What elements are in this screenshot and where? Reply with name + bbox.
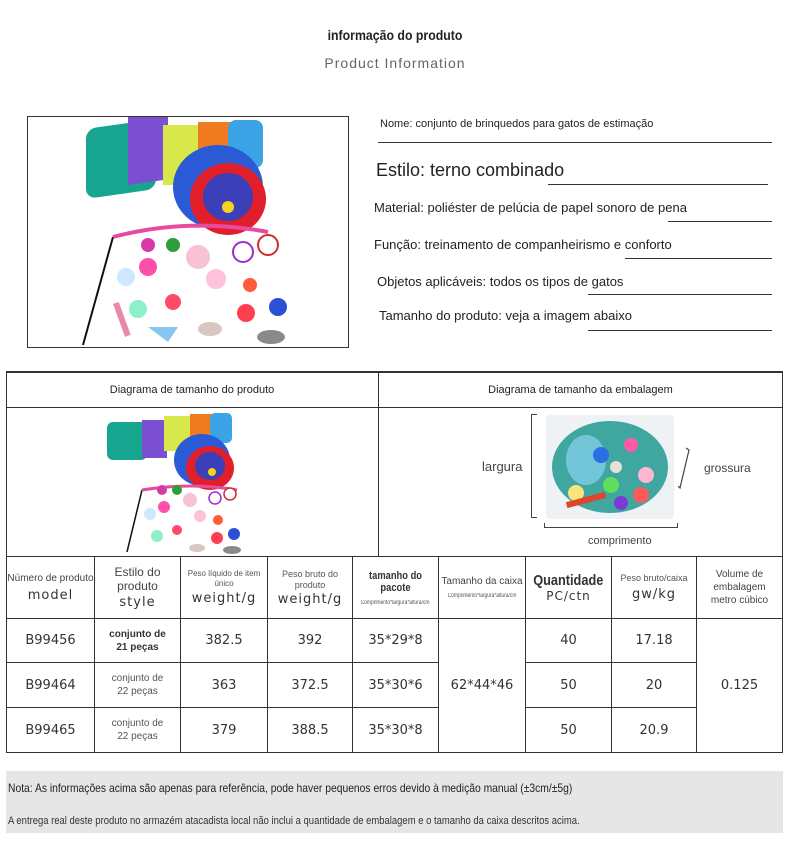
row-1-pack: 35*29*8	[368, 633, 423, 648]
package-image	[546, 415, 674, 519]
product-diagram-image	[101, 409, 261, 555]
info-material: Material: poliéster de pelúcia de papel sonoro de pena	[374, 200, 687, 215]
thickness-bracket	[678, 446, 690, 491]
info-applicable: Objetos aplicáveis: todos os tipos de gatos	[377, 274, 624, 289]
header-gw-en: gw/kg	[631, 587, 677, 602]
header-model-en: model	[27, 587, 74, 603]
border	[782, 371, 783, 753]
info-size: Tamanho do produto: veja a imagem abaixo	[379, 308, 632, 323]
border	[6, 752, 783, 753]
row-3-style: conjunto de 22 peças	[111, 718, 164, 742]
row-2-pack: 35*30*6	[368, 677, 423, 693]
header-net-pt: Peso líquido de item único	[187, 569, 261, 588]
width-label: largura	[482, 459, 523, 474]
row-2-net: 363	[211, 677, 237, 693]
header-gross-en: weight/g	[277, 591, 343, 607]
row-3-net: 379	[211, 722, 237, 738]
row-1-net: 382.5	[205, 633, 243, 648]
border	[6, 407, 783, 408]
page-subtitle: Product Information	[324, 55, 466, 71]
divider	[378, 142, 772, 143]
row-1-style: conjunto de 21 peças	[109, 628, 166, 653]
header-model-pt: Número de produto	[7, 572, 94, 584]
header-gross-weight	[268, 557, 352, 618]
note-reference: Nota: As informações acima são apenas para referência, pode haver pequenos erros devido à medição manual (±3cm/±5g)	[8, 781, 573, 795]
box-size-value: 62*44*46	[450, 678, 514, 693]
header-gross-pt: Peso bruto do produto	[281, 568, 339, 590]
header-gw-pt: Peso bruto/caixa	[620, 573, 688, 583]
info-name: Nome: conjunto de brinquedos para gatos de estimação	[380, 118, 654, 130]
divider	[588, 294, 772, 295]
row-2-style: conjunto de 22 peças	[111, 673, 164, 697]
row-1-gross: 392	[297, 633, 323, 648]
header-style-pt: Estilo do produto	[114, 565, 161, 593]
row-1-qty: 40	[560, 633, 577, 648]
row-2-model: B99464	[25, 677, 76, 693]
row-3-qty: 50	[560, 722, 577, 738]
header-quantity	[526, 557, 611, 618]
header-pack-pt: tamanho do pacote	[369, 569, 422, 594]
size-table	[6, 371, 783, 753]
header-box-size	[439, 557, 525, 618]
cat-toy-set-illustration	[28, 117, 348, 347]
width-bracket	[531, 414, 537, 518]
divider	[625, 258, 772, 259]
header-model	[7, 557, 94, 618]
product-diagram-title: Diagrama de tamanho do produto	[109, 384, 275, 396]
length-bracket	[544, 523, 678, 528]
header-style	[95, 557, 180, 618]
product-photo	[27, 116, 349, 348]
header-qty-en: PC/ctn	[546, 589, 591, 603]
header-qty-pt: Quantidade	[533, 572, 604, 589]
divider	[668, 221, 772, 222]
header-pack-sub: Comprimento*largura*altura/cm	[361, 599, 430, 606]
header-style-en: style	[119, 595, 156, 610]
header-net-en: weight/g	[191, 591, 257, 606]
divider	[588, 330, 772, 331]
row-3-gross: 388.5	[291, 722, 329, 738]
package-diagram-title: Diagrama de tamanho da embalagem	[488, 384, 673, 396]
volume-value: 0.125	[720, 678, 759, 693]
divider	[548, 184, 768, 185]
header-net-weight	[181, 557, 267, 618]
row-1-model: B99456	[25, 633, 76, 648]
row-3-model: B99465	[25, 722, 76, 738]
header-volume: Volume de embalagem metro cúbico	[710, 569, 769, 606]
row-2-qty: 50	[560, 677, 577, 693]
page-title: informação do produto	[327, 27, 463, 43]
thickness-label: grossura	[704, 461, 751, 475]
header-box-sub: Comprimento*largura*altura/cm	[447, 593, 517, 599]
info-function: Função: treinamento de companheirismo e conforto	[374, 237, 672, 252]
row-3-gw: 20.9	[639, 722, 669, 738]
row-2-gw: 20	[645, 677, 663, 693]
row-1-gw: 17.18	[635, 633, 673, 648]
header-carton-weight	[612, 557, 696, 618]
row-2-gross: 372.5	[291, 677, 329, 693]
length-label: comprimento	[588, 535, 652, 547]
row-3-pack: 35*30*8	[368, 722, 423, 738]
note-delivery: A entrega real deste produto no armazém atacadista local não inclui a quantidade de embalagem e o tamanho da caixa descritos acima.	[8, 815, 580, 827]
header-box-pt: Tamanho da caixa	[441, 576, 523, 587]
header-package-size	[353, 557, 438, 618]
info-style: Estilo: terno combinado	[376, 160, 565, 180]
